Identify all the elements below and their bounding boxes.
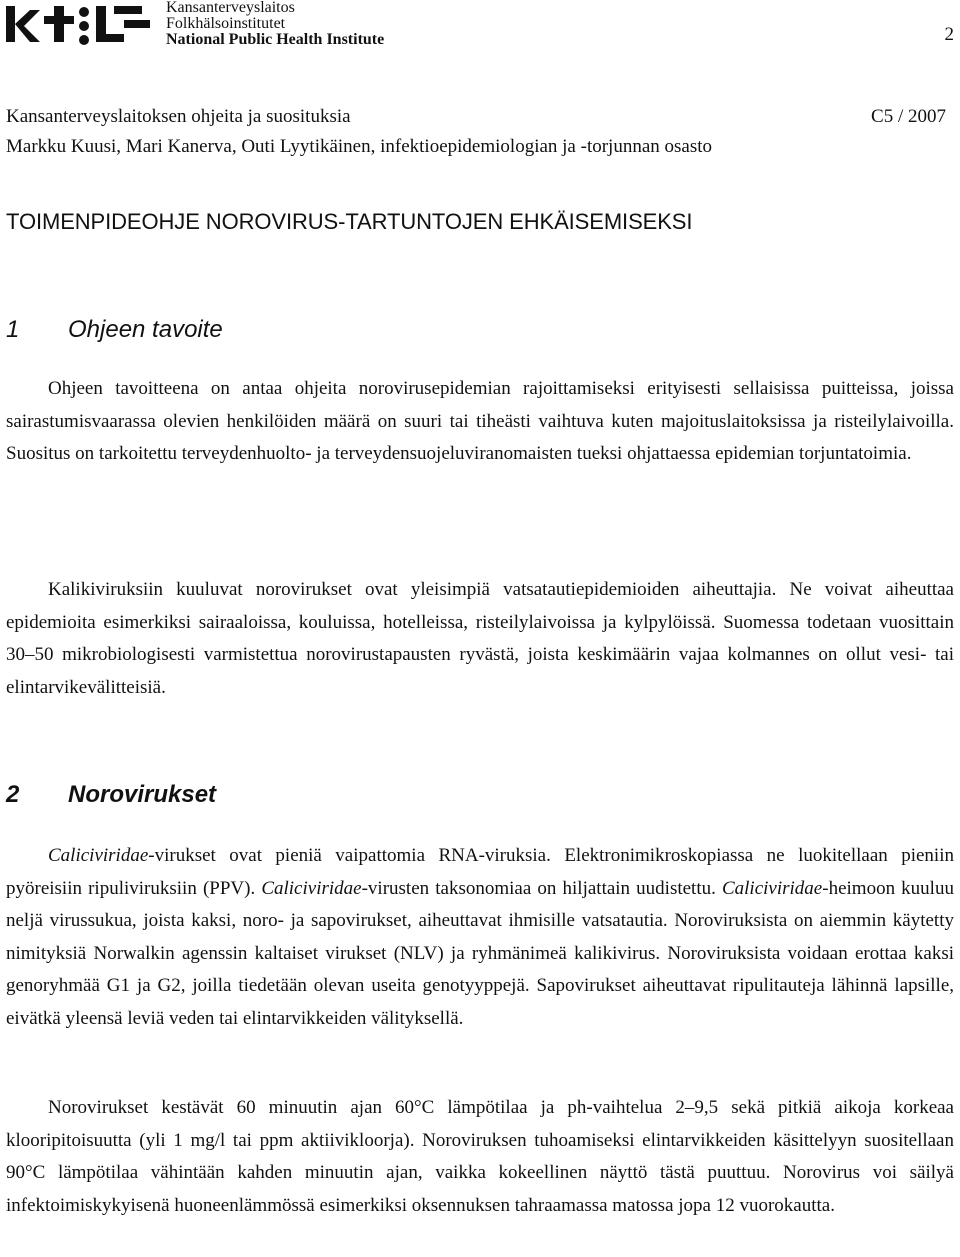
section-number: 2: [6, 781, 20, 808]
letterhead: [0, 0, 960, 56]
paragraph-text: -virukset ovat pieniä vaipattomia RNA-viruksia. Elektronimikroskopiassa ne luokitellaan pieniin pyöreisiin ripuliviruksiin (PPV).: [6, 845, 954, 899]
section-title: Ohjeen tavoite: [68, 316, 223, 343]
series-line: [6, 102, 946, 132]
paragraph-text: -heimoon kuuluu neljä virussukua, joista kaksi, noro- ja sapovirukset, aiheuttavat ihmisille vatsatautia. Noroviruksista on aiemmin käytetty nimityksiä Norwalkin agenssin kaltaiset virukset (NLV) ja ryhmänimeä kalikivirus. Noroviruksista voidaan erottaa kaksi genoryhmää G1 ja G2, joilla tiedetään olevan useita genotyyppejä. Sapovirukset aiheuttavat ripulitauteja lähinnä lapsille, eivätkä yleensä leviä veden tai elintarvikkeiden välityksellä.: [6, 877, 954, 1029]
institute-name-fi: Kansanterveyslaitos: [166, 0, 295, 16]
section-title: Norovirukset: [68, 781, 217, 808]
taxon-name: Caliciviridae: [48, 845, 149, 866]
section-number: 1: [6, 316, 20, 343]
paragraph: Kalikiviruksiin kuuluvat norovirukset ovat yleisimpiä vatsatautiepidemioiden aiheuttajia. Ne voivat aiheuttaa epidemioita esimerkiksi sairaaloissa, kouluissa, hotelleissa, risteilylaivoissa ja kylpylöissä. Suomessa todetaan vuosittain 30–50 mikrobiologisesti varmistettua norovirustapausten ryvästä, joista keskimäärin vajaa kolmannes on ollut vesi- tai elintarvikevälitteisiä.: [6, 579, 954, 698]
section-2-heading: [6, 781, 216, 809]
ktl-logo: [4, 2, 154, 46]
institute-names: [166, 0, 384, 48]
paragraph: Ohjeen tavoitteena on antaa ohjeita norovirusepidemian rajoittamiseksi erityisesti sellaisissa puitteissa, joissa sairastumisvaarassa olevien henkilöiden määrä on suuri tai tiheästi vaihtuva kuten majoituslaitoksissa ja risteilylaivoilla. Suositus on tarkoitettu terveydenhuolto- ja terveydensuojeluviranomaisten tueksi ohjattaessa epidemian torjuntatoimia.: [6, 378, 954, 465]
page-number: 2: [944, 24, 954, 45]
authors-line: Markku Kuusi, Mari Kanerva, Outi Lyytikäinen, infektioepidemiologian ja -torjunnan osasto: [6, 136, 713, 157]
paragraph-text: -virusten taksonomiaa on hiljattain uudistettu.: [361, 877, 722, 899]
institute-name-sv: Folkhälsoinstitutet: [166, 15, 286, 32]
institute-name-en: National Public Health Institute: [166, 31, 385, 48]
paragraph: Norovirukset kestävät 60 minuutin ajan 60°C lämpötilaa ja ph-vaihtelua 2–9,5 sekä pitkiä aikoja korkeaa klooripitoisuutta (yli 1 mg/l tai ppm aktiivikloorja). Noroviruksen tuhoamiseksi elintarvikkeiden käsittelyyn suositellaan 90°C lämpötilaa vähintään kahden minuutin ajan, vaikka kokeellinen näyttö tästä puuttuu. Norovirus voi säilyä infektoimiskykyisenä huoneenlämmössä esimerkiksi oksennuksen tahraamassa matossa jopa 12 vuorokautta.: [6, 1097, 954, 1216]
paragraph: [6, 840, 954, 1036]
series-header: [6, 102, 946, 162]
taxon-name: Caliciviridae: [261, 877, 362, 899]
section-1-heading: [6, 316, 223, 344]
taxon-name: Caliciviridae: [721, 877, 823, 899]
document-title: TOIMENPIDEOHJE NOROVIRUS-TARTUNTOJEN EHKÄISEMISEKSI: [6, 209, 693, 234]
series-title: Kansanterveyslaitoksen ohjeita ja suosituksia: [6, 106, 351, 127]
series-code: C5 / 2007: [871, 106, 946, 127]
